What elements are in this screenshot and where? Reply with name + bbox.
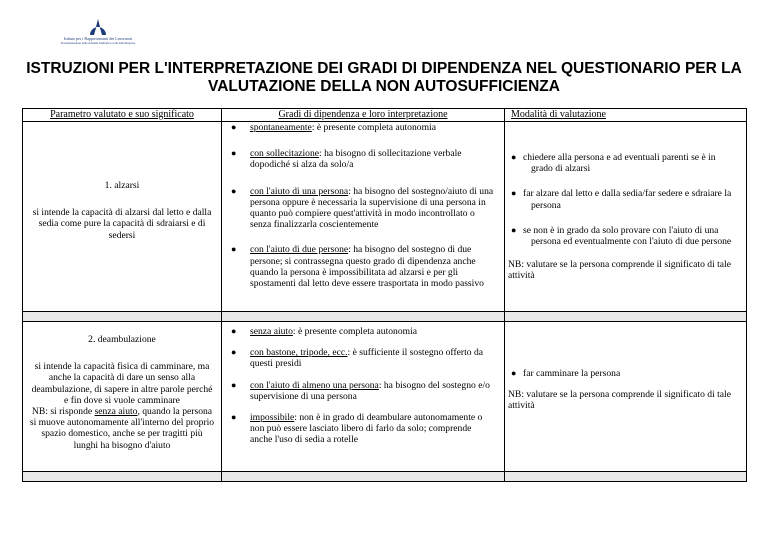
logo xyxy=(56,18,140,45)
mode-item: ● far camminare la persona xyxy=(511,368,621,379)
parameter-cell xyxy=(23,122,222,312)
grades-cell xyxy=(222,322,505,472)
logo-line1: Istituto per i Rappresentanti dei Lavoratori xyxy=(63,36,133,41)
parameter-name: 2. deambulazione xyxy=(88,334,156,345)
section-alzarsi xyxy=(23,122,747,312)
parameter-description: si intende la capacità fisica di camminare, ma anche la capacità di dare un senso alla deambulazione, di sapere in altre parole perché e fin dove si vuole camminare NB: si risponde senza aiuto, quando la persona si muove autonomamente all'interno del proprio spazio domestico, anche se per tragitti più lunghi ha bisogno d'aiuto xyxy=(29,361,215,451)
mode-item: ● chiedere alla persona e ad eventuali parenti se è in grado di alzarsi xyxy=(511,152,716,175)
document-title: ISTRUZIONI PER L'INTERPRETAZIONE DEI GRADI DI DIPENDENZA NEL QUESTIONARIO PER LA VALUTAZIONE DELLA NON AUTOSUFFICIENZA xyxy=(26,60,742,95)
header-parameter: Parametro valutato e suo significato xyxy=(23,109,222,122)
grade-item: ● con l'aiuto di una persona: ha bisogno del sostegno/aiuto di una persona oppure è necessaria la supervisione di una persona in quanto può compiere quest'attività in modo incontrollato o senza finalizzarla coscientemente xyxy=(231,185,494,231)
grade-item: ● spontaneamente: è presente completa autonomia xyxy=(231,122,436,133)
header-grades: Gradi di dipendenza e loro interpretazione xyxy=(222,109,505,122)
separator-row xyxy=(23,312,747,322)
separator-row xyxy=(23,472,747,482)
evaluation-note: NB: valutare se la persona comprende il significato di tale attività xyxy=(508,389,731,412)
mode-item: ● far alzare dal letto e dalla sedia/far sedere e sdraiare la persona xyxy=(511,188,732,211)
instructions-table xyxy=(22,108,747,482)
mode-cell xyxy=(505,122,747,312)
header-row xyxy=(23,109,747,122)
parameter-cell xyxy=(23,322,222,472)
logo-line2: Documentazione delle Aziende Sanitarie Locali della Regione xyxy=(60,41,136,45)
grade-item: ● con bastone, tripode, ecc.: è sufficiente il sostegno offerto da questi presidi xyxy=(231,347,484,370)
section-deambulazione xyxy=(23,322,747,472)
evaluation-note: NB: valutare se la persona comprende il significato di tale attività xyxy=(508,259,731,282)
logo-icon xyxy=(88,18,108,36)
grade-item: ● impossibile: non è in grado di deambulare autonomamente o non può essere lasciato libero di farlo da solo; comprende anche l'uso di sedia a rotelle xyxy=(231,412,483,446)
mode-item: ● se non è in grado da solo provare con l'aiuto di una persona ed eventualmente con l'aiuto di due persone xyxy=(511,224,732,248)
grades-cell xyxy=(222,122,505,312)
grade-item: ● con l'aiuto di due persone: ha bisogno del sostegno di due persone; si contrassegna questo grado di dipendenza anche quando la persona è impossibilitata ad alzarsi e per gli spostamenti dal letto deve essere trasportata in modo passivo xyxy=(231,244,484,290)
parameter-description: si intende la capacità di alzarsi dal letto e dalla sedia come pure la capacità di sdraiarsi e di sedersi xyxy=(32,207,212,241)
header-mode: Modalità di valutazione xyxy=(505,109,747,122)
grade-item: ● con sollecitazione: ha bisogno di sollecitazione verbale dopodiché si alza da solo/a xyxy=(231,148,462,171)
grade-item: ● senza aiuto: è presente completa autonomia xyxy=(231,326,418,337)
mode-cell xyxy=(505,322,747,472)
parameter-name: 1. alzarsi xyxy=(104,180,140,191)
grade-item: ● con l'aiuto di almeno una persona: ha bisogno del sostegno e/o supervisione di una persona xyxy=(231,379,490,402)
